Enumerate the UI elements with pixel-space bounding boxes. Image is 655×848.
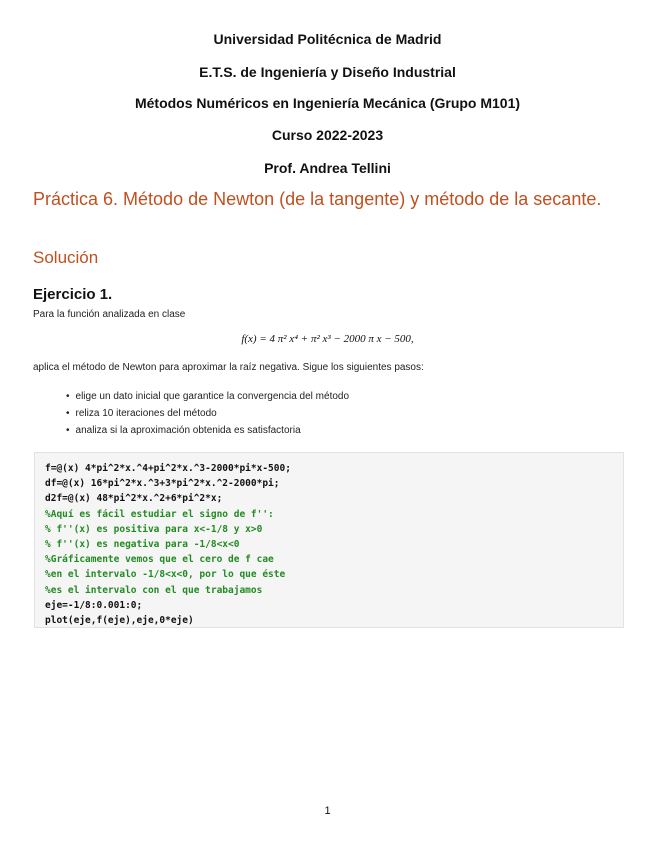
exercise-title: Ejercicio 1. <box>33 286 113 303</box>
code-line: df=@(x) 16*pi^2*x.^3+3*pi^2*x.^2-2000*pi; <box>45 478 280 490</box>
code-line: f=@(x) 4*pi^2*x.^4+pi^2*x.^3-2000*pi*x-500; <box>45 463 291 474</box>
code-comment-line: %Aquí es fácil estudiar el signo de f'': <box>45 508 274 520</box>
exercise-instruction: aplica el método de Newton para aproximar la raíz negativa. Sigue los siguientes pasos: <box>33 362 424 373</box>
page-number: 1 <box>324 805 331 817</box>
code-comment-line: % f''(x) es positiva para x<-1/8 y x>0 <box>45 523 263 535</box>
steps-list <box>66 388 349 439</box>
school-name: E.T.S. de Ingeniería y Diseño Industrial <box>199 64 456 80</box>
list-item: • elige un dato inicial que garantice la convergencia del método <box>66 388 349 405</box>
university-name: Universidad Politécnica de Madrid <box>213 31 442 47</box>
solution-heading: Solución <box>33 248 99 267</box>
code-block <box>34 452 624 628</box>
code-comment-line: %en el intervalo -1/8<x<0, por lo que éste <box>45 569 286 581</box>
list-item: • reliza 10 iteraciones del método <box>66 405 349 422</box>
course-name: Métodos Numéricos en Ingeniería Mecánica (Grupo M101) <box>134 95 521 111</box>
professor-name: Prof. Andrea Tellini <box>264 160 391 176</box>
list-item: • analiza si la aproximación obtenida es satisfactoria <box>66 422 349 439</box>
code-comment-line: %Gráficamente vemos que el cero de f cae <box>45 554 274 566</box>
code-line: plot(eje,f(eje),eje,0*eje) <box>45 615 194 627</box>
academic-year: Curso 2022-2023 <box>271 127 384 143</box>
function-formula: f(x) = 4 π² x⁴ + π² x³ − 2000 π x − 500, <box>241 333 414 345</box>
practice-title: Práctica 6. Método de Newton (de la tangente) y método de la secante. <box>33 189 602 209</box>
exercise-intro: Para la función analizada en clase <box>33 309 186 320</box>
code-comment-line: %es el intervalo con el que trabajamos <box>45 584 263 596</box>
code-line: eje=-1/8:0.001:0; <box>45 599 143 611</box>
code-line: d2f=@(x) 48*pi^2*x.^2+6*pi^2*x; <box>45 493 223 505</box>
code-comment-line: % f''(x) es negativa para -1/8<x<0 <box>45 539 240 551</box>
